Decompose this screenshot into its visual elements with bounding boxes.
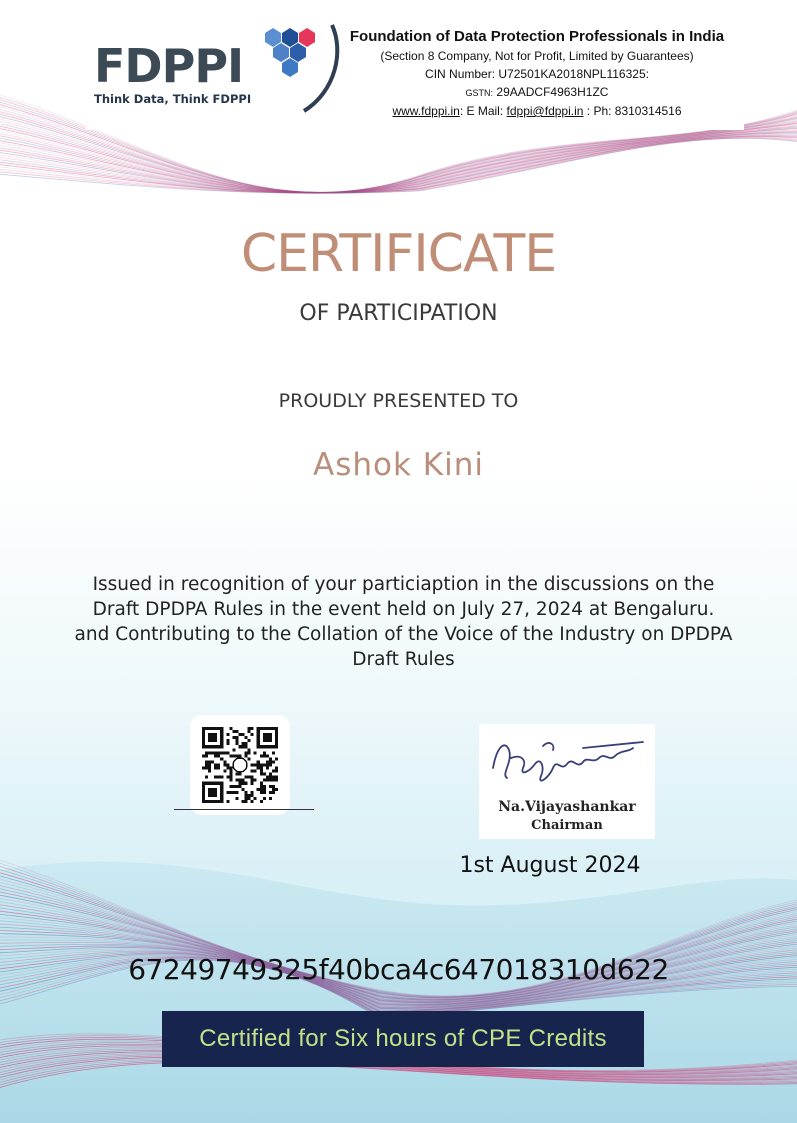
gstn: [334, 83, 740, 102]
signature-image: [483, 728, 651, 794]
email-label: : E Mail:: [459, 104, 507, 118]
cpe-credits-text: Certified for Six hours of CPE Credits: [199, 1025, 607, 1052]
gstn-label: GSTN:: [465, 88, 494, 98]
signature-block: [479, 724, 655, 839]
qr-code-icon: [202, 727, 278, 803]
certificate-body: [40, 572, 767, 672]
website-link[interactable]: www.fdppi.in: [392, 104, 460, 118]
body-line: Draft DPDPA Rules in the event held on July 27, 2024 at Bengaluru.: [92, 599, 715, 620]
cpe-credits-banner: [162, 1011, 644, 1067]
qr-code[interactable]: [190, 715, 290, 815]
certificate-id: 67249749325f40bca4c647018310d622: [128, 953, 669, 986]
certificate-title: CERTIFICATE: [240, 224, 557, 284]
header: [86, 13, 744, 130]
signatory-name: Na.Vijayashankar: [498, 799, 636, 815]
certificate-subtitle: OF PARTICIPATION: [299, 301, 498, 326]
issue-date: 1st August 2024: [459, 853, 641, 878]
signatory-title: Chairman: [531, 818, 603, 833]
body-line: Issued in recognition of your particiaption in the discussions on the: [92, 574, 715, 595]
cin-number: CIN Number: U72501KA2018NPL116325:: [425, 67, 649, 81]
email-link[interactable]: fdppi@fdppi.in: [506, 104, 584, 118]
body-line: and Contributing to the Collation of the Voice of the Industry on DPDPA: [74, 624, 733, 645]
presented-to-label: PROUDLY PRESENTED TO: [278, 390, 519, 412]
organization-info: [334, 27, 740, 120]
recipient-name: Ashok Kini: [313, 447, 484, 483]
logo-wordmark: FDPPI: [94, 39, 244, 93]
org-type: (Section 8 Company, Not for Profit, Limited by Guarantees): [380, 49, 694, 63]
contact-line: [334, 102, 740, 120]
gstn-value: 29AADCF4963H1ZC: [496, 85, 609, 99]
org-name: Foundation of Data Protection Professionals in India: [349, 28, 725, 45]
qr-underline: [174, 809, 314, 810]
fdppi-logo: [92, 21, 332, 116]
hexagon-logo-icon: [260, 21, 340, 116]
phone: : Ph: 8310314516: [583, 104, 682, 118]
logo-tagline: Think Data, Think FDPPI: [94, 92, 252, 106]
body-line: Draft Rules: [352, 649, 455, 670]
